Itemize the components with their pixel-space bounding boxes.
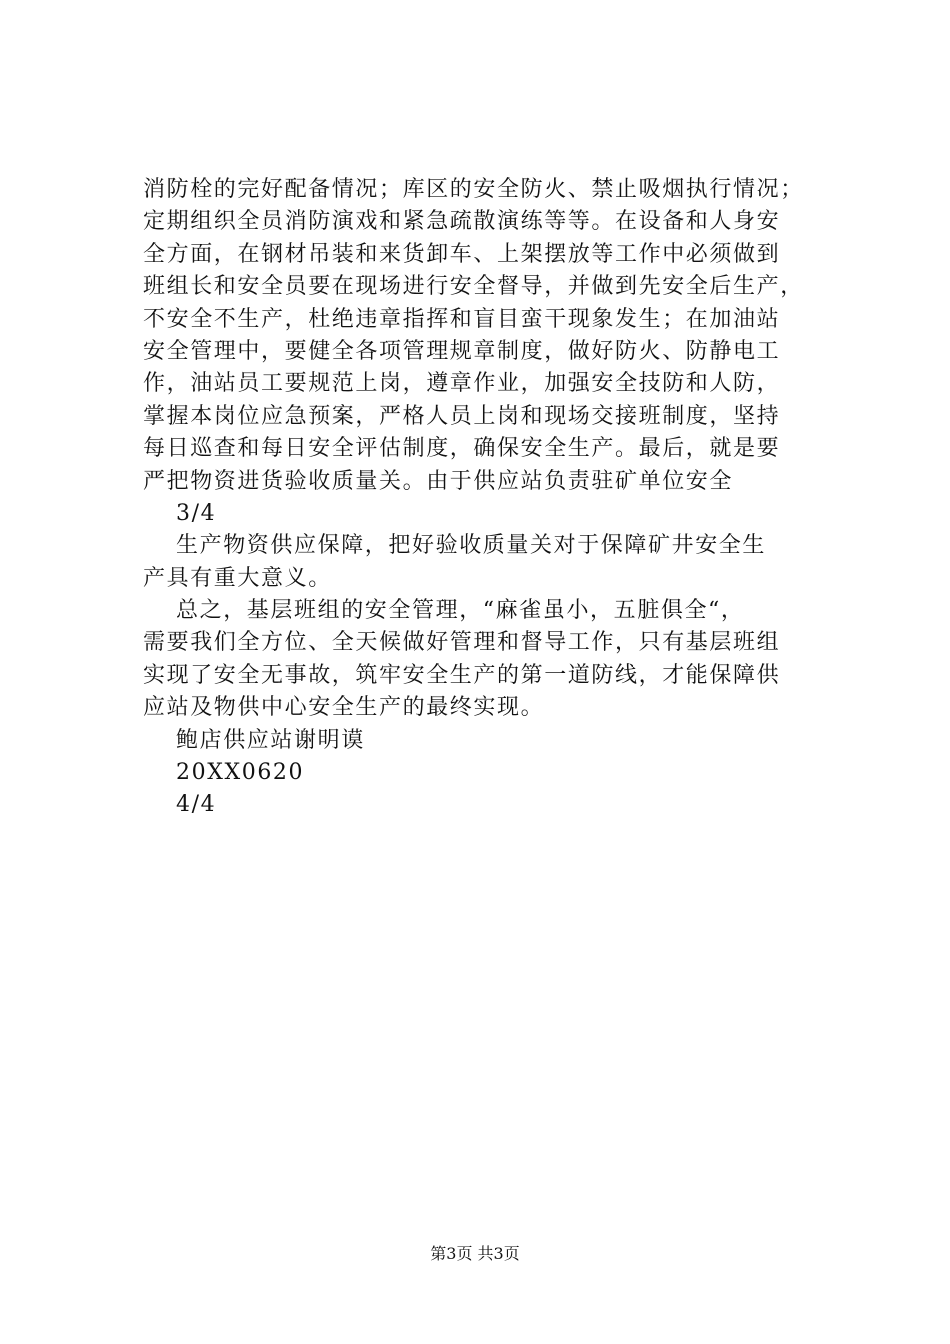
- text-line: 作，油站员工要规范上岗，遵章作业，加强安全技防和人防，: [143, 371, 781, 397]
- text-line: 安全管理中，要健全各项管理规章制度，做好防火、防静电工: [143, 338, 781, 364]
- text-line: 实现了安全无事故，筑牢安全生产的第一道防线，才能保障供: [143, 662, 781, 688]
- date: 20XX0620: [176, 760, 305, 786]
- text-line: 严把物资进货验收质量关。由于供应站负责驻矿单位安全: [143, 468, 734, 494]
- text-line: 应站及物供中心安全生产的最终实现。: [143, 695, 545, 721]
- page-footer: 第3页 共3页: [430, 1244, 520, 1263]
- page-marker: 3/4: [176, 500, 217, 526]
- text-line: 产具有重大意义。: [143, 565, 332, 591]
- page-marker: 4/4: [176, 792, 217, 818]
- text-line: 总之，基层班组的安全管理，“麻雀虽小，五脏俱全“，: [176, 598, 745, 624]
- text-line: 掌握本岗位应急预案，严格人员上岗和现场交接班制度，坚持: [143, 403, 781, 429]
- signature: 鲍店供应站谢明谟: [176, 727, 365, 753]
- text-line: 班组长和安全员要在现场进行安全督导，并做到先安全后生产，: [143, 274, 804, 300]
- text-line: 消防栓的完好配备情况；库区的安全防火、禁止吸烟执行情况；: [143, 177, 804, 202]
- text-line: 定期组织全员消防演戏和紧急疏散演练等等。在设备和人身安: [143, 209, 781, 235]
- text-line: 生产物资供应保障，把好验收质量关对于保障矿井安全生: [176, 533, 767, 559]
- text-line: 需要我们全方位、全天候做好管理和督导工作，只有基层班组: [143, 630, 781, 656]
- text-line: 每日巡查和每日安全评估制度，确保安全生产。最后，就是要: [143, 436, 781, 462]
- document-body: [143, 174, 843, 822]
- text-line: 不安全不生产，杜绝违章指挥和盲目蛮干现象发生；在加油站: [143, 306, 781, 332]
- text-line: 全方面，在钢材吊装和来货卸车、上架摆放等工作中必须做到: [143, 241, 781, 267]
